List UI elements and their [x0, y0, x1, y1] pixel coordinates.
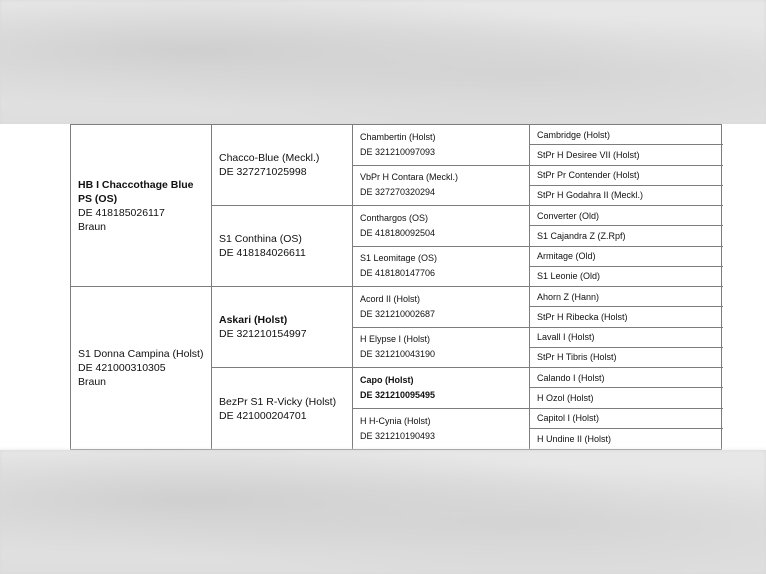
- pedigree-table: [70, 124, 722, 450]
- sire-dam-reg: DE 418184026611: [219, 247, 306, 259]
- gen3-name: VbPr H Contara (Meckl.): [360, 172, 459, 183]
- gen4-ancestor-10: [530, 307, 723, 327]
- gen3-reg: DE 321210190493: [360, 430, 436, 441]
- gen3-name: Conthargos (OS): [360, 212, 429, 223]
- gen4-ancestor-8: [530, 267, 723, 287]
- gen4-ancestor-2: [530, 145, 723, 165]
- pedigree-sheet: [0, 124, 766, 450]
- dam-dam-name: BezPr S1 R-Vicky (Holst): [219, 395, 337, 408]
- gen4-ancestor-11: [530, 328, 723, 348]
- sire-sire-name: Chacco-Blue (Meckl.): [219, 152, 320, 164]
- gen3-ancestor-4: [353, 247, 530, 288]
- gen3-reg: DE 321210002687: [360, 308, 436, 319]
- gen4-name: H Undine II (Holst): [537, 433, 612, 444]
- gen3-name: Chambertin (Holst): [360, 131, 436, 142]
- gen3-name: S1 Leomitage (OS): [360, 253, 438, 264]
- gen4-ancestor-7: [530, 247, 723, 267]
- gen4-name: S1 Cajandra Z (Z.Rpf): [537, 230, 626, 241]
- gen3-ancestor-8: [353, 409, 530, 450]
- gen4-ancestor-16: [530, 429, 723, 449]
- gen3-ancestor-1: [353, 125, 530, 166]
- gen3-reg: DE 327270320294: [360, 187, 436, 198]
- gen4-name: S1 Leonie (Old): [537, 271, 601, 282]
- gen4-ancestor-9: [530, 287, 723, 307]
- dam-dam-reg: DE 421000204701: [219, 409, 307, 422]
- gen3-reg: DE 418180147706: [360, 268, 436, 279]
- sire-sire: [212, 125, 353, 206]
- gen4-ancestor-3: [530, 166, 723, 186]
- gen3-name: H Elypse I (Holst): [360, 334, 431, 345]
- sire-sire-reg: DE 327271025998: [219, 166, 307, 178]
- gen4-name: StPr H Godahra II (Meckl.): [537, 190, 644, 201]
- sire-color: Braun: [78, 220, 107, 233]
- dam: [71, 287, 212, 449]
- gen3-ancestor-2: [353, 166, 530, 207]
- blurred-background-top: [0, 0, 766, 124]
- gen4-name: Capitol I (Holst): [537, 413, 600, 424]
- gen4-name: Ahorn Z (Hann): [537, 291, 600, 302]
- dam-name: S1 Donna Campina (Holst): [78, 348, 204, 360]
- gen4-ancestor-5: [530, 206, 723, 226]
- gen4-ancestor-1: [530, 125, 723, 145]
- gen4-name: StPr H Desiree VII (Holst): [537, 149, 640, 160]
- sire: [71, 125, 212, 287]
- gen3-ancestor-7: [353, 368, 530, 409]
- sire-reg: DE 418185026117: [78, 206, 165, 219]
- gen3-ancestor-6: [353, 328, 530, 369]
- gen3-name: H H-Cynia (Holst): [360, 415, 431, 426]
- gen3-ancestor-5: [353, 287, 530, 328]
- gen4-name: H Ozol (Holst): [537, 392, 594, 403]
- dam-color: Braun: [78, 376, 107, 388]
- gen4-name: Lavall I (Holst): [537, 332, 595, 343]
- gen3-reg: DE 418180092504: [360, 227, 436, 238]
- gen4-ancestor-6: [530, 226, 723, 246]
- sire-dam-name: S1 Conthina (OS): [219, 233, 302, 245]
- gen4-name: StPr H Tibris (Holst): [537, 352, 617, 363]
- dam-sire: [212, 287, 353, 368]
- sire-name: HB I Chaccothage Blue PS (OS): [78, 178, 194, 205]
- dam-reg: DE 421000310305: [78, 362, 166, 374]
- dam-sire-name: Askari (Holst): [219, 314, 288, 326]
- blurred-background-bottom: [0, 450, 766, 574]
- gen3-reg: DE 321210043190: [360, 349, 436, 360]
- gen4-ancestor-13: [530, 368, 723, 388]
- gen4-name: StPr Pr Contender (Holst): [537, 170, 640, 181]
- gen4-ancestor-12: [530, 348, 723, 368]
- gen4-ancestor-4: [530, 186, 723, 206]
- gen4-name: Converter (Old): [537, 210, 600, 221]
- gen3-name: Acord II (Holst): [360, 293, 421, 304]
- gen3-name: Capo (Holst): [360, 374, 414, 385]
- gen4-name: Cambridge (Holst): [537, 129, 611, 140]
- sire-dam: [212, 206, 353, 287]
- dam-dam: [212, 368, 353, 449]
- gen4-ancestor-15: [530, 409, 723, 429]
- dam-sire-reg: DE 321210154997: [219, 328, 307, 340]
- gen3-ancestor-3: [353, 206, 530, 247]
- gen3-reg: DE 321210097093: [360, 146, 436, 157]
- gen4-name: Armitage (Old): [537, 251, 596, 262]
- gen3-reg: DE 321210095495: [360, 389, 436, 400]
- gen4-ancestor-14: [530, 388, 723, 408]
- gen4-name: StPr H Ribecka (Holst): [537, 311, 628, 322]
- gen4-name: Calando I (Holst): [537, 372, 605, 383]
